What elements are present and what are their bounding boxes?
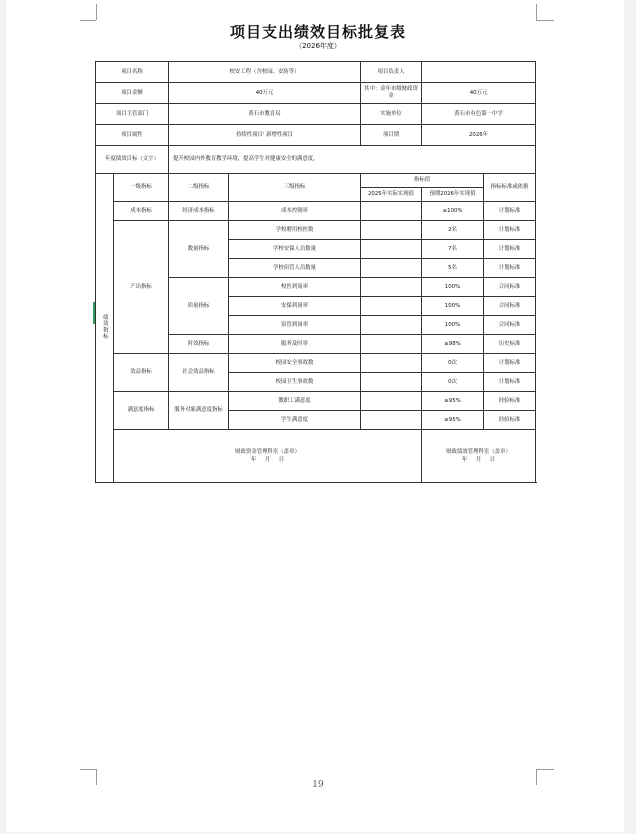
attr-value: 持续性项目' 新增性项目	[169, 125, 361, 146]
indicator-expected: 2名	[422, 221, 484, 240]
indicator-actual	[361, 392, 422, 411]
period-label: 项目期	[361, 125, 422, 146]
indicator-standard: 计划标准	[484, 221, 536, 240]
indicator-standard: 经验标准	[484, 411, 536, 430]
crop-mark-top-left-v	[96, 4, 97, 20]
indicator-actual	[361, 240, 422, 259]
indicator-name: 校园卫生事故数	[229, 373, 361, 392]
header-row-1	[96, 174, 536, 188]
indicator-expected: 100%	[422, 278, 484, 297]
row-department	[96, 104, 536, 125]
dept-value: 黄石市教育局	[169, 104, 361, 125]
indicator-name: 服务及时率	[229, 335, 361, 354]
indicator-expected: ≥95%	[422, 392, 484, 411]
indicator-actual	[361, 316, 422, 335]
city-fund-label: 其中：金年市级财政资金	[361, 83, 422, 104]
amount-value: 40万元	[169, 83, 361, 104]
project-name-label: 项目名称	[96, 62, 169, 83]
indicator-expected: ≥98%	[422, 335, 484, 354]
table-row	[96, 202, 536, 221]
indicator-expected: ≥95%	[422, 411, 484, 430]
header-level1: 一级指标	[114, 174, 169, 202]
crop-mark-top-right-v	[536, 4, 537, 20]
indicator-standard: 经验标准	[484, 392, 536, 411]
indicator-standard: 历史标准	[484, 335, 536, 354]
indicator-standard: 计划标准	[484, 373, 536, 392]
indicator-standard: 计划标准	[484, 202, 536, 221]
right-date-label: 年 月 日	[461, 457, 496, 463]
indicator-actual	[361, 259, 422, 278]
group-output: 产出指标	[114, 221, 169, 354]
unit-label: 实施单位	[361, 104, 422, 125]
indicator-name: 成本控制率	[229, 202, 361, 221]
signature-row	[96, 430, 536, 483]
indicator-expected: 100%	[422, 297, 484, 316]
unit-value: 黄石市有色第一中学	[422, 104, 536, 125]
header-level2: 二级指标	[169, 174, 229, 202]
row-project-name	[96, 62, 536, 83]
indicator-actual	[361, 373, 422, 392]
indicator-name: 学校宿管人员数量	[229, 259, 361, 278]
indicator-expected: 0次	[422, 373, 484, 392]
indicator-actual	[361, 335, 422, 354]
row-attribute	[96, 125, 536, 146]
indicator-standard: 计划标准	[484, 354, 536, 373]
city-fund-value: 40万元	[422, 83, 536, 104]
attr-label: 项目属性	[96, 125, 169, 146]
indicator-actual	[361, 278, 422, 297]
group-social-benefit: 社会效益指标	[169, 354, 229, 392]
group-service-satisfaction: 服务对象满意度指标	[169, 392, 229, 430]
indicator-name: 校医到岗率	[229, 278, 361, 297]
indicator-expected: 5名	[422, 259, 484, 278]
perf-indicator-label: 绩效指标	[96, 174, 114, 483]
group-economic-cost: 经济成本指标	[169, 202, 229, 221]
table-row	[96, 354, 536, 373]
group-cost: 成本指标	[114, 202, 169, 221]
approval-table	[95, 61, 536, 483]
indicator-expected: 0次	[422, 354, 484, 373]
indicator-actual	[361, 354, 422, 373]
right-signature-cell	[422, 430, 536, 483]
indicator-actual	[361, 202, 422, 221]
indicator-standard: 计划标准	[484, 240, 536, 259]
left-date-label: 年 月 日	[250, 457, 285, 463]
indicator-name: 学校安保人员数量	[229, 240, 361, 259]
group-quality: 质量指标	[169, 278, 229, 335]
dept-label: 项目主管部门	[96, 104, 169, 125]
period-value: 2026年	[422, 125, 536, 146]
left-signature-cell	[114, 430, 422, 483]
group-satisfaction: 满意度指标	[114, 392, 169, 430]
header-actual-2025: 2025年实际实现值	[361, 188, 422, 202]
row-amount	[96, 83, 536, 104]
indicator-actual	[361, 411, 422, 430]
indicator-standard: 计划标准	[484, 259, 536, 278]
right-office-label: 财政绩效管理科室（盖章）	[446, 448, 511, 455]
header-standard: 指标标准或依据	[484, 174, 536, 202]
indicator-standard: 合同标准	[484, 278, 536, 297]
group-quantity: 数量指标	[169, 221, 229, 278]
indicator-name: 宿管到岗率	[229, 316, 361, 335]
indicator-actual	[361, 297, 422, 316]
owner-value	[422, 62, 536, 83]
indicator-name: 教职工满意度	[229, 392, 361, 411]
header-level3: 三级指标	[229, 174, 361, 202]
project-name-value: 校安工程（含校园、安防等）	[169, 62, 361, 83]
indicator-name: 学校聘用校医数	[229, 221, 361, 240]
header-expected-2026: 预期2026年实现值	[422, 188, 484, 202]
amount-label: 项目金额	[96, 83, 169, 104]
indicator-standard: 合同标准	[484, 316, 536, 335]
indicator-name: 学生满意度	[229, 411, 361, 430]
group-timeliness: 时效指标	[169, 335, 229, 354]
indicator-expected: ≤100%	[422, 202, 484, 221]
indicator-actual	[361, 221, 422, 240]
crop-mark-bottom-right	[536, 769, 554, 770]
indicator-standard: 合同标准	[484, 297, 536, 316]
left-office-label: 财政资金管理科室（盖章）	[235, 448, 300, 455]
document-title: 项目支出绩效目标批复表	[229, 23, 406, 41]
crop-mark-bottom-left	[80, 769, 96, 770]
row-annual-goal	[96, 146, 536, 174]
document-subtitle: （2026年度）	[295, 42, 341, 50]
group-benefit: 效益指标	[114, 354, 169, 392]
table-row	[96, 392, 536, 411]
owner-label: 项目负责人	[361, 62, 422, 83]
header-target: 指标值	[361, 174, 484, 188]
indicator-name: 安保到岗率	[229, 297, 361, 316]
indicator-expected: 100%	[422, 316, 484, 335]
goal-label: 年度绩效目标（文字）	[96, 146, 169, 174]
indicator-name: 校园安全事故数	[229, 354, 361, 373]
page-number: 19	[312, 780, 324, 790]
table-row	[96, 221, 536, 240]
indicator-expected: 7名	[422, 240, 484, 259]
goal-value: 提升校园内外教育教学环境，提高学生对健康安全的满意度。	[169, 146, 536, 174]
